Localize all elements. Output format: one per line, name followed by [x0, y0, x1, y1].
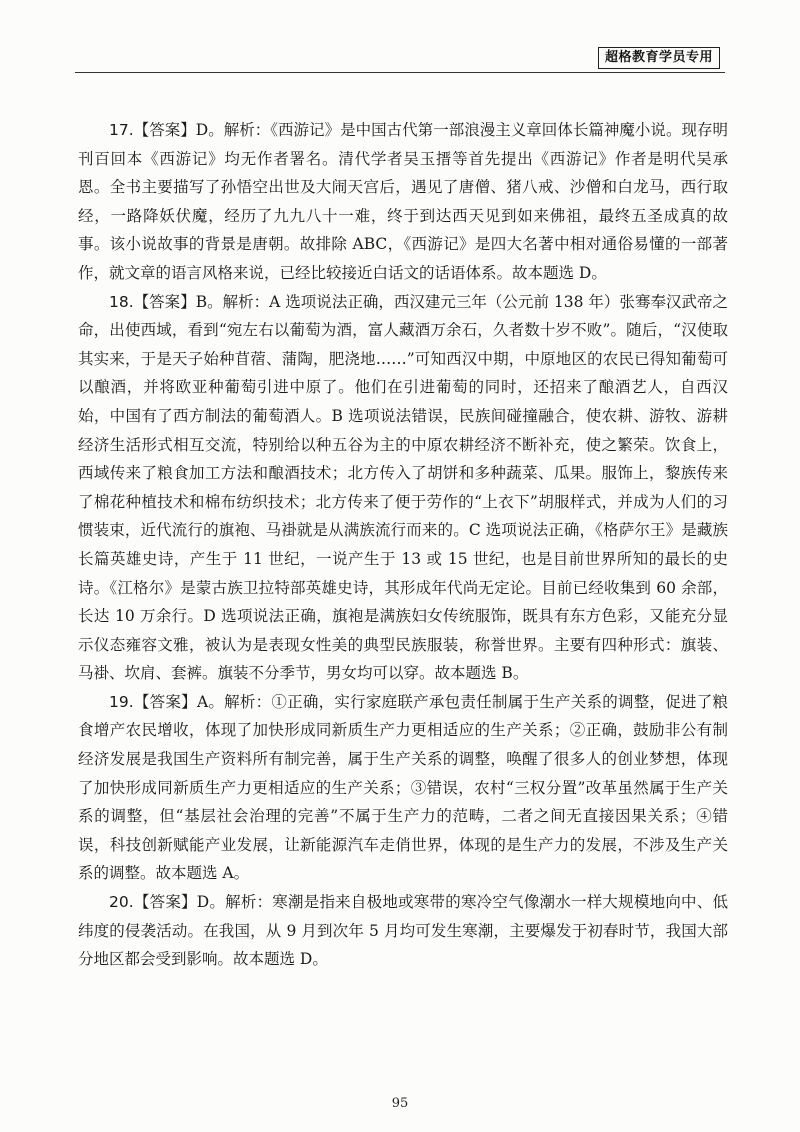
answer-text: A。解析：①正确，实行家庭联产承包责任制属于生产关系的调整，促进了粮食增产农民增收，体现了加快形成同新质生产力更相适应的生产关系；②正确，鼓励非公有制经济发展是我国生产资料所有制完善，属于生产关系的调整，唤醒了很多人的创业梦想，体现了加快形成同新质生产力更相适应的生产关系；③错误，农村“三权分置”改革虽然属于生产关系的调整，但“基层社会治理的完善”不属于生产力的范畴，二者之间无直接因果关系；④错误，科技创新赋能产业发展，让新能源汽车走俏世界，体现的是生产力的发展，不涉及生产关系的调整。故本题选 A。	[78, 692, 728, 883]
question-number: 18.	[109, 292, 134, 311]
answer-text: D。解析：寒潮是指来自极地或寒带的寒冷空气像潮水一样大规模地向中、低纬度的侵袭活动。在我国，从 9 月到次年 5 月均可发生寒潮，主要爆发于初春时节，我国大部分地区都会受到影响。故本题选 D。	[78, 893, 728, 969]
header-badge: 超格教育学员专用	[598, 47, 720, 69]
answer-item-20	[78, 888, 728, 974]
question-number: 17.	[109, 121, 134, 139]
header-divider	[75, 72, 725, 73]
question-number: 20.	[109, 893, 134, 912]
answer-list	[78, 116, 728, 974]
answer-text: B。解析：A 选项说法正确，西汉建元三年（公元前 138 年）张骞奉汉武帝之命，出使西域，看到“宛左右以葡萄为酒，富人藏酒万余石，久者数十岁不败”。随后，“汉使取其实来，于是天子始种苜蓿、蒲陶，肥浇地……”可知西汉中期，中原地区的农民已得知葡萄可以酿酒，并将欧亚种葡萄引进中原了。他们在引进葡萄的同时，还招来了酿酒艺人，自西汉始，中国有了西方制法的葡萄酒人。B 选项说法错误，民族间碰撞融合，使农耕、游牧、游耕经济生活形式相互交流，特别给以种五谷为主的中原农耕经济不断补充，使之繁荣。饮食上，西域传来了粮食加工方法和酿酒技术；北方传入了胡饼和多种蔬菜、瓜果。服饰上，黎族传来了棉花种植技术和棉布纺织技术；北方传来了便于劳作的“上衣下”胡服样式，并成为人们的习惯装束，近代流行的旗袍、马褂就是从满族流行而来的。C 选项说法正确，《格萨尔王》是藏族长篇英雄史诗，产生于 11 世纪，一说产生于 13 或 15 世纪，也是目前世界所知的最长的史诗。《江格尔》是蒙古族卫拉特部英雄史诗，其形成年代尚无定论。目前已经收集到 60 余部，长达 10 万余行。D 选项说法正确，旗袍是满族妇女传统服饰，既具有东方色彩，又能充分显示仪态雍容文雅，被认为是表现女性美的典型民族服装，称誉世界。主要有四种形式：旗装、马褂、坎肩、套裤。旗装不分季节，男女均可以穿。故本题选 B。	[78, 292, 728, 683]
answer-tag: 【答案】	[133, 121, 196, 139]
answer-item-19	[78, 688, 728, 888]
answer-tag: 【答案】	[133, 893, 197, 912]
answer-item-18	[78, 288, 728, 688]
answer-tag: 【答案】	[133, 692, 197, 711]
answer-text: D。解析：《西游记》是中国古代第一部浪漫主义章回体长篇神魔小说。现存明刊百回本《西游记》均无作者署名。清代学者吴玉搢等首先提出《西游记》作者是明代吴承恩。全书主要描写了孙悟空出世及大闹天宫后，遇见了唐僧、猪八戒、沙僧和白龙马，西行取经，一路降妖伏魔，经历了九九八十一难，终于到达西天见到如来佛祖，最终五圣成真的故事。该小说故事的背景是唐朝。故排除 ABC，《西游记》是四大名著中相对通俗易懂的一部著作，就文章的语言风格来说，已经比较接近白话文的话语体系。故本题选 D。	[78, 121, 728, 282]
answer-item-17	[78, 116, 728, 288]
question-number: 19.	[109, 692, 134, 711]
answer-tag: 【答案】	[133, 292, 196, 311]
page-number: 95	[391, 1096, 409, 1111]
